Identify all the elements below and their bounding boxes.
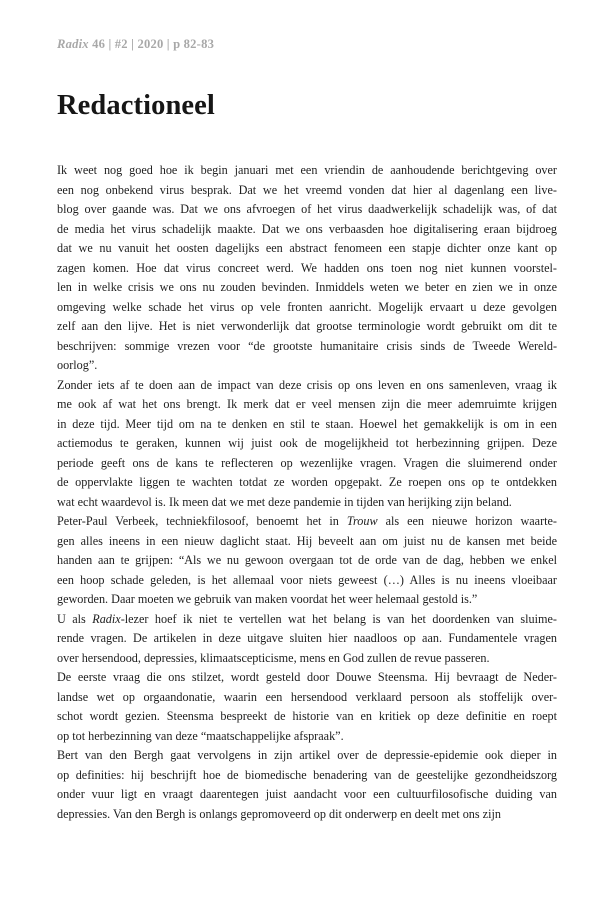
text-line: oorlog”. [57, 358, 98, 372]
text-line: gen alles ineens in een nieuw daglicht staat. Hij beveelt aan om juist nu de kansen met beide [57, 533, 557, 548]
text-line: De eerste vraag die ons stilzet, wordt gesteld door Douwe Steensma. Hij bevraagt de Neder- [57, 670, 557, 684]
text-line: Bert van den Bergh gaat vervolgens in zijn artikel over de depressie-epidemie ook dieper in [57, 748, 557, 762]
text-line: onder vuur ligt en vraagt daarentegen juist aandacht voor een cultuurfilosofische duiding van [57, 787, 557, 801]
paragraph [57, 376, 557, 513]
text-line: Peter-Paul Verbeek, techniekfilosoof, benoemt het in Trouw als een nieuwe horizon waarte- [57, 514, 557, 528]
text-line: beschrijven: sommige vrezen voor “de grootste humanitaire crisis sinds de Tweede Wereld- [57, 338, 557, 353]
italic-title: Trouw [346, 514, 378, 528]
text-line: U als Radix-lezer hoef ik niet te vertellen wat het belang is van het doordenken van sluime- [57, 611, 557, 626]
text-line: Zonder iets af te doen aan de impact van deze crisis op ons leven en ons samenleven, vraag ik [57, 377, 557, 392]
text-line: een hoop schade geleden, is het allemaal voor niets geweest (…) Alles is nu ineens vloeibaar [57, 572, 557, 587]
italic-title: Radix [92, 611, 121, 626]
journal-name: Radix [57, 37, 89, 51]
text-line: op tot herbezinning van deze “maatschappelijke afspraak”. [57, 728, 344, 743]
running-head [57, 37, 214, 52]
text-line: schot wordt gezien. Steensma bespreekt de historie van en kritiek op deze definitie en roept [57, 709, 557, 723]
text-line: rende vragen. De artikelen in deze uitgave sluiten hier naadloos op aan. Fundamentele vragen [57, 631, 557, 645]
text-line: periode geeft ons de kans te reflecteren op wezenlijke vragen. Vragen die sluimerend onder [57, 455, 557, 470]
text-line: zagen komen. Hoe dat virus concreet werd. We hadden ons toen nog niet kunnen voorstel- [57, 260, 557, 275]
paragraph [57, 512, 557, 610]
article-title: Redactioneel [57, 90, 215, 121]
text-line: me ook af wat het ons brengt. Ik merk dat er veel mensen zijn die meer ademruimte krijgen [57, 397, 557, 411]
text-line: len in welke crisis we ons nu zouden bevinden. Inmiddels weten we beter en zien we in onze [57, 280, 557, 294]
paragraph [57, 746, 557, 824]
text-line: blog over gaande was. Dat we ons afvroegen of het virus daadwerkelijk schadelijk was, of dat [57, 202, 557, 216]
text-line: landse wet op orgaandonatie, waarin een hersendood verklaard persoon als stoffelijk over- [57, 689, 557, 704]
article-body [57, 161, 557, 824]
text-line: Ik weet nog goed hoe ik begin januari met een vriendin de aanhoudende berichtgeving over [57, 163, 557, 177]
text-line: zelf aan den lijve. Het is niet verwonderlijk dat grootse terminologie wordt gebruikt om dit te [57, 319, 557, 333]
issue-details: 46 | #2 | 2020 | p 82-83 [88, 37, 215, 51]
text-line: een nog onbekend virus besprak. Dat we het vreemd vonden dat hier al dagenlang een live- [57, 182, 557, 197]
text-line: omgeving welke schade het virus op vele fronten aanricht. Mogelijk ervaart u deze gevolgen [57, 299, 557, 314]
text-line: handen aan te grijpen: “Als we nu gewoon overgaan tot de orde van de dag, hebben we enkel [57, 553, 557, 567]
text-line: dat we nu vanuit het oosten dagelijks een abstract fenomeen een stapje dichter onze kant op [57, 241, 557, 255]
text-line: actiemodus te geraken, kunnen wij juist ook de mogelijkheid tot herbezinning grijpen. Deze [57, 436, 557, 450]
paragraph [57, 668, 557, 746]
text-line: wat echt waardevol is. Ik meen dat we met deze pandemie in tijden van herijking zijn beland. [57, 494, 512, 509]
text-line: geworden. Daar moeten we gebruik van maken voordat het weer helemaal gestold is.” [57, 592, 478, 606]
text-line: de oppervlakte liggen te wachten totdat ze worden opgepakt. Ze roepen ons op te ontdekken [57, 475, 557, 489]
paragraph [57, 161, 557, 376]
paragraph [57, 610, 557, 669]
text-line: in deze tijd. Meer tijd om na te denken en stil te staan. Hoewel het gemakkelijk is om in een [57, 416, 557, 431]
text-line: depressies. Van den Bergh is onlangs gepromoveerd op dit onderwerp en deelt met ons zijn [57, 806, 501, 821]
text-line: over hersendood, depressies, klimaatscepticisme, mens en God zullen de revue passeren. [57, 650, 490, 665]
text-line: op definities: hij beschrijft hoe de biomedische benadering van de geestelijke gezondheidszorg [57, 767, 557, 782]
text-line: de media het virus schadelijk maakte. Dat we ons verbaasden hoe digitalisering eraan bijdroeg [57, 221, 557, 236]
